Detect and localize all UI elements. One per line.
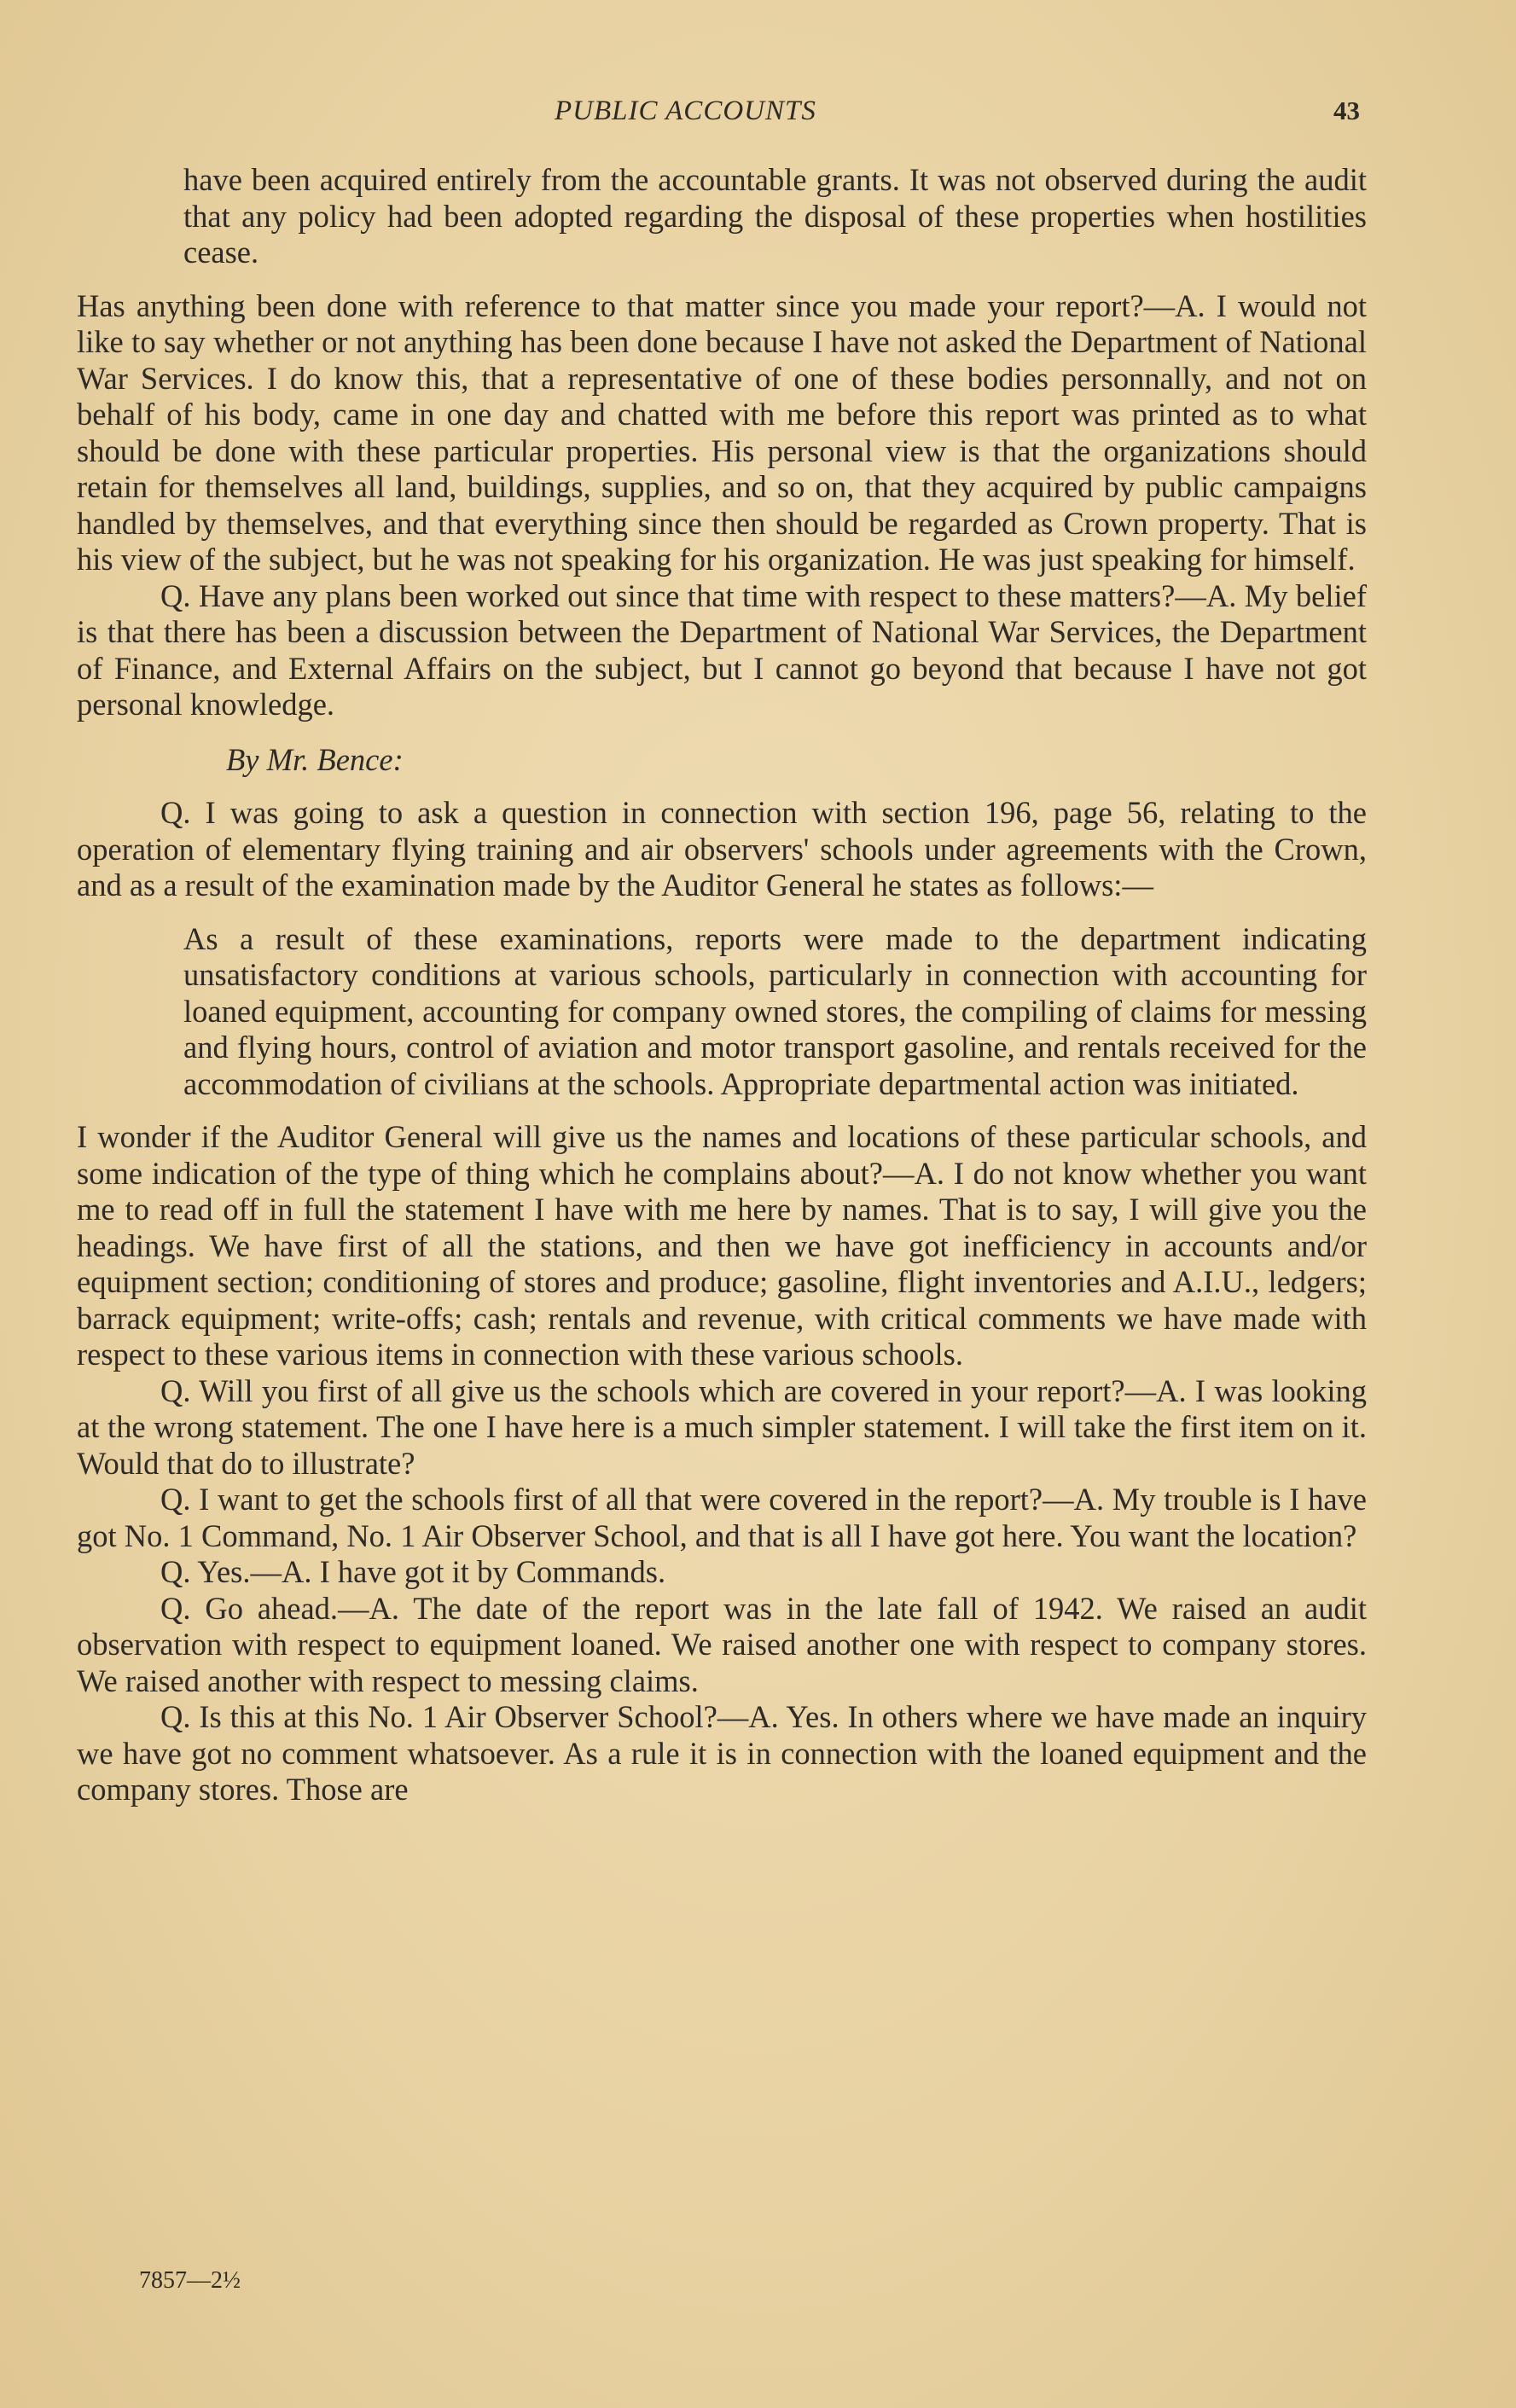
paragraph: Q. Have any plans been worked out since that time with respect to these matters?—A. My belief is that there has been a discussion between the Department of National War Services, the Department of Finance, and External Affairs on the subject, but I cannot go beyond that because I have not got personal knowledge. [77,577,1367,722]
paragraph: Q. Will you first of all give us the schools which are covered in your report?—A. I was looking at the wrong statement. The one I have here is a much simpler statement. I will take the first item on it. Would that do to illustrate? [77,1372,1367,1481]
quoted-report-excerpt: As a result of these examinations, reports were made to the department indicating unsatisfactory conditions at various schools, particularly in connection with accounting for loaned equipment, accounting for company owned stores, the compiling of claims for messing and flying hours, control of aviation and motor transport gasoline, and rentals received for the accommodation of civilians at the schools. Appropriate departmental action was initiated. [183,920,1367,1101]
running-title: PUBLIC ACCOUNTS [555,96,816,126]
paragraph: Q. I want to get the schools first of all that were covered in the report?—A. My trouble is I have got No. 1 Command, No. 1 Air Observer School, and that is all I have got here. You want the location? [77,1482,1367,1553]
paragraph: Q. Go ahead.—A. The date of the report was in the late fall of 1942. We raised an audit observation with respect to equipment loaned. We raised another one with respect to company stores. We raised another with respect to messing claims. [77,1590,1367,1698]
running-head [0,96,1516,138]
printer-signature-code: 7857—2½ [139,2267,241,2294]
body-text [77,162,1367,1808]
speaker-heading: By Mr. Bence: [226,741,404,777]
paragraph: Q. Is this at this No. 1 Air Observer School?—A. Yes. In others where we have made an inquiry we have got no comment whatsoever. As a rule it is in connection with the loaned equipment and the company stores. Those are [77,1699,1367,1807]
paragraph: Q. Yes.—A. I have got it by Commands. [160,1554,666,1589]
page-number: 43 [1333,96,1360,125]
paragraph: Has anything been done with reference to that matter since you made your report?—A. I would not like to say whether or not anything has been done because I have not asked the Department of National War Services. I do know this, that a representative of one of these bodies personnally, and not on behalf of his body, came in one day and chatted with me before this report was printed as to what should be done with these particular properties. His personal view is that the organizations should retain for themselves all land, buildings, supplies, and so on, that they acquired by public campaigns handled by themselves, and that everything since then should be regarded as Crown property. That is his view of the subject, but he was not speaking for his organization. He was just speaking for himself. [77,287,1367,577]
quoted-report-excerpt-continued: have been acquired entirely from the accountable grants. It was not observed during the audit that any policy had been adopted regarding the disposal of these properties when hostilities cease. [183,162,1367,270]
paragraph: I wonder if the Auditor General will give us the names and locations of these particular schools, and some indication of the type of thing which he complains about?—A. I do not know whether you want me to read off in full the statement I have with me here by names. That is to say, I will give you the headings. We have first of all the stations, and then we have got inefficiency in accounts and/or equipment section; conditioning of stores and produce; gasoline, flight inventories and A.I.U., ledgers; barrack equipment; write-offs; cash; rentals and revenue, with critical comments we have made with respect to these various items in connection with these various schools. [77,1119,1367,1372]
paragraph: Q. I was going to ask a question in connection with section 196, page 56, relating to the operation of elementary flying training and air observers' schools under agreements with the Crown, and as a result of the examination made by the Auditor General he states as follows:— [77,795,1367,902]
